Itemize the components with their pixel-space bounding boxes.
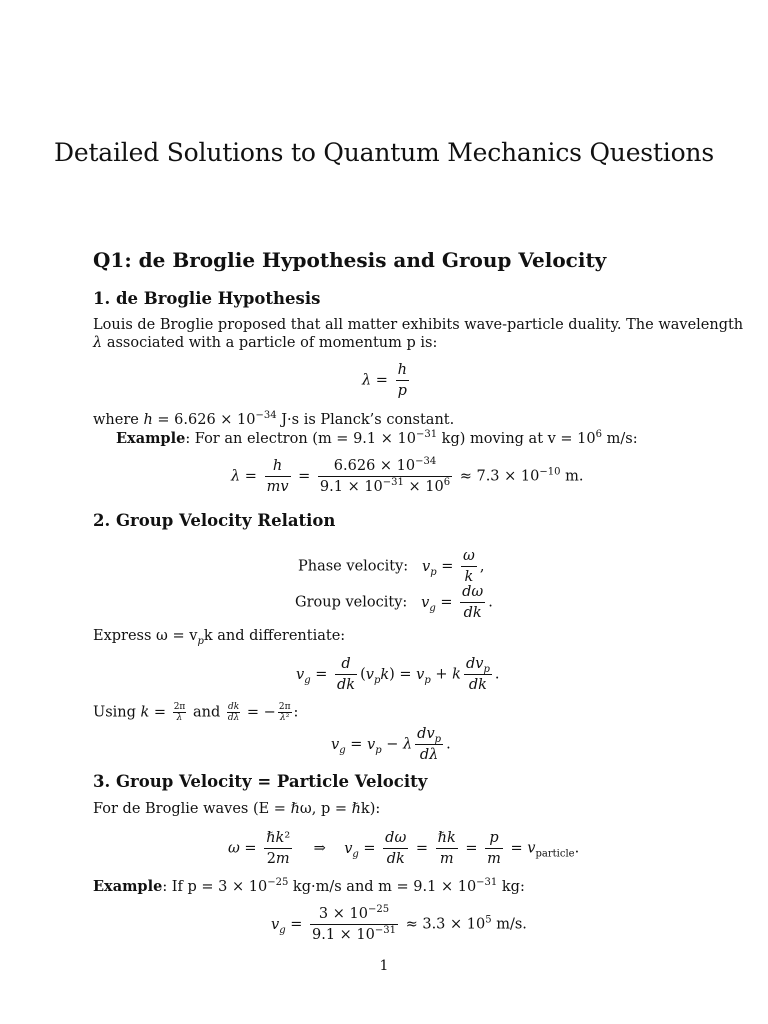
page-number: 1	[379, 958, 389, 974]
section-3-heading: 3. Group Velocity = Particle Velocity	[93, 772, 428, 791]
s1-para-line2: λ associated with a particle of momentum p is:	[93, 335, 438, 351]
group-velocity-derivation: $v_g$ = $\frac{d}{dk}$ $(v_pk) = v_p + k$ $\frac{dv_p}{dk}$ .	[296, 656, 500, 693]
dispersion-equation: ω = $\frac{\text{ℏk²}}{2m}$ ⇒ $v_g$ = $\frac{d\omega}{dk}$ = $\frac{\text{ℏk}}{m}$ = $\frac{p}{m}$ = $v_{particle}$.	[228, 830, 580, 867]
express-text-line: Express $\omega = v_pk$ and differentiate:	[93, 628, 346, 647]
document-title: Detailed Solutions to Quantum Mechanics Questions	[54, 138, 714, 167]
using-relations-line: Using k = $\frac{2\pi}{\lambda}$ and $\frac{dk}{d\lambda}$ = − $\frac{2\pi}{\text{λ²}}$ :	[93, 702, 299, 723]
wavelength-calc-equation: λ = $\frac{h}{mv}$ = $\frac{6.626 \times 10^{-34}}{9.1 \times 10^{-31} \times 10^6}$ ≈ $7.3 \times 10^{-10}$ m.	[231, 456, 584, 495]
group-velocity-equation: Group velocity: $v_g$ = $\frac{d\omega}{dk}$ .	[295, 584, 493, 621]
debroglie-equation: λ = $\frac{h}{p}$	[362, 362, 407, 399]
s1-example-line: Example: For an electron ($m = 9.1 \times 10^{-31}$ kg) moving at $v = 10^6$ m/s:	[116, 429, 638, 447]
s3-intro-line: For de Broglie waves (E = ℏω, p = ℏk):	[93, 801, 381, 817]
phase-velocity-equation: Phase velocity: $v_p$ = $\frac{\omega}{k}$ ,	[298, 548, 485, 585]
group-velocity-lambda-equation: $v_g = v_p - \lambda$ $\frac{dv_p}{d\lambda}$ .	[331, 726, 451, 763]
particle-velocity-calc: $v_g$ = $\frac{3 \times 10^{-25}}{9.1 \times 10^{-31}}$ ≈ $3.3 \times 10^5$ m/s.	[271, 904, 527, 943]
question-heading: Q1: de Broglie Hypothesis and Group Velocity	[93, 248, 607, 272]
s1-para-line1: Louis de Broglie proposed that all matter exhibits wave-particle duality. The wavelength	[93, 317, 744, 333]
section-2-heading: 2. Group Velocity Relation	[93, 511, 336, 530]
planck-constant-line: where $h = 6.626 \times 10^{-34}$ J·s is Planck’s constant.	[93, 410, 455, 428]
section-1-heading: 1. de Broglie Hypothesis	[93, 289, 321, 308]
s3-example-line: Example: If $p = 3 \times 10^{-25}$ kg·m/s and $m = 9.1 \times 10^{-31}$ kg:	[93, 877, 525, 895]
